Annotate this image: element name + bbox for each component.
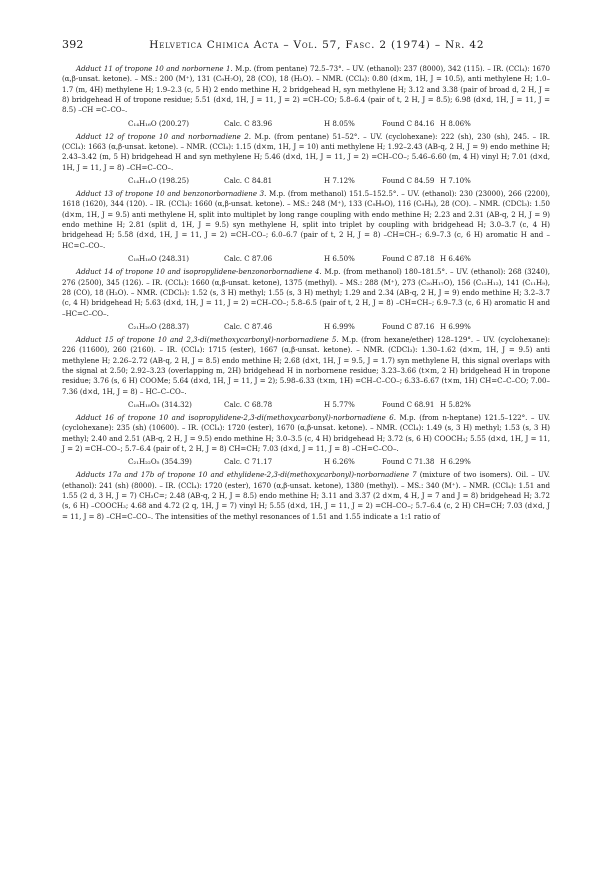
found-hydrogen: H 6.99% xyxy=(440,321,471,331)
calc-carbon: Calc. C 68.78 xyxy=(224,399,273,409)
elemental-analysis xyxy=(62,321,550,333)
compound-heading: Adduct 14 of tropone 10 and isopropylidene-benzonorbornadiene 4. xyxy=(76,267,322,277)
found-hydrogen: H 8.06% xyxy=(440,118,471,128)
molecular-formula: C₁₈H₁₈O₅ (314.32) xyxy=(128,399,192,409)
elemental-analysis xyxy=(62,175,550,187)
compound-data: (mixture of two isomers). Oil. – UV. (ethanol): 241 (sh) (8000). – IR. (CCl₄): 1720 (ester), 1670 (α,β-unsat. ketone), 1380 (methyl). – MS.: 340 (M⁺). – NMR. (CCl₄): 1.51 and 1.55 (2 d, 3 H, J = 7) CH₃C=; 2.48 (AB-q, 2 H, J = 8.5) endo methine H; 3.11 and 3.37 (2 d×m, 4 H, J = 7 and J = 8) bridgehead H; 3.72 (s, 6 H) –COOCH₃; 4.68 and 4.72 (2 q, 1H, J = 7) vinyl H; 5.55 (d×d, 1H, J = 11, J = 2) =CH–CO–; 5.7–6.4 (c, 2 H) CH=CH; 7.03 (d×d, J = 11, J = 8) –CH=C–CO–. The intensities of the methyl resonances of 1.51 and 1.55 indicate a 1:1 ratio of xyxy=(62,470,550,521)
compound-data: M.p. (from methanol) 180–181.5°. – UV. (ethanol): 268 (3240), 276 (2500), 345 (126). – IR. (CCl₄): 1660 (α,β-unsat. ketone), 1375 (methyl). – MS.: 288 (M⁺), 273 (C₂₀H₁₇O), 156 (C₁₂H₁₂), 141 (C₁₁H₉), 28 (CO), 18 (H₂O). – NMR. (CDCl₃): 1.52 (s, 3 H) methyl; 1.55 (s, 3 H) methyl; 1.29 and 2.34 (AB-q, 2 H, J = 9) endo methine H; 3.2–3.7 (c, 4 H) bridgehead H; 5.63 (d×d, 1H, J = 11, J = 2) =CH–CO–; 5.8–6.5 (pair of t, 2 H, J = 8) –CH=CH–; 6.9–7.3 (c, 6 H) aromatic H and –HC=C–CO–. xyxy=(62,267,551,318)
compound-heading: Adduct 13 of tropone 10 and benzonorbornadiene 3. xyxy=(76,189,267,199)
calc-carbon: Calc. C 71.17 xyxy=(224,457,273,467)
calc-hydrogen: H 7.12% xyxy=(324,176,355,186)
compound-data: M.p. (from pentane) 72.5–73°. – UV. (ethanol): 237 (8000), 342 (115). – IR. (CCl₄): 1670 (α,β-unsat. ketone). – MS.: 200 (M⁺), 131 (C₉H₇O), 28 (CO), 18 (H₂O). – NMR. (CCl₄): 0.80 (d×m, 1H, J = 10.5), anti methylene H; 1.0–1.7 (m, 4H) methylene H; 1.9–2.3 (c, 5 H) 2 endo methine H, 2 bridgehead H, syn methylene H; 3.12 and 3.38 (pair of broad d, 2 H, J = 8) bridgehead H of tropone residue; 5.51 (d×d, 1H, J = 11, J = 2) =CH–CO; 5.8–6.4 (pair of t, 2 H, J = 8.5); 6.98 (d×d, 1H, J = 11, J = 8.5) –CH =C–CO–. xyxy=(62,64,550,115)
compound-data: M.p. (from n-heptane) 121.5–122°. – UV. (cyclohexane): 235 (sh) (10600). – IR. (CCl₄): 1720 (ester), 1670 (α,β-unsat. ketone). – NMR. (CCl₄): 1.49 (s, 3 H) methyl; 1.53 (s, 3 H) methyl; 2.40 and 2.51 (AB-q, 2 H, J = 9.5) endo methine H; 3.0–3.5 (c, 4 H) bridgehead H; 3.72 (s, 6 H) COOCH₃; 5.55 (d×d, 1H, J = 11, J = 2) =CH–CO–; 5.7–6.4 (pair of t, 2 H, J = 8) CH=CH; 7.03 (d×d, J = 11, J = 8) –CH=C–CO–. xyxy=(62,412,550,453)
elemental-analysis xyxy=(62,253,550,265)
compound-data: M.p. (from pentane) 51–52°. – UV. (cyclohexane): 222 (sh), 230 (sh), 245. – IR. (CCl₄): 1663 (α,β-unsat. ketone). – NMR. (CCl₄): 1.15 (d×m, 1H, J = 10) anti methylene H; 1.92–2.43 (AB-q, 2 H, J = 9) endo methine H; 2.43–3.42 (m, 5 H) bridgehead H and syn methylene H; 5.46 (d×d, 1H, J = 11, J = 2) =CH–CO–; 5.46–6.60 (m, 4 H) vinyl H; 7.01 (d×d, 1H, J = 11, J = 8) –CH=C–CO–. xyxy=(62,131,550,172)
compound-data: M.p. (from hexane/ether) 128–129°. – UV. (cyclohexane): 226 (11600), 260 (2160). – IR. (CCl₄): 1715 (ester), 1667 (α,β-unsat. ketone). – NMR. (CDCl₃): 1.30–1.62 (d×m, 1H, J = 9.5) anti methylene H; 2.26–2.72 (AB-q, 2 H, J = 8.5) endo methine H; 2.68 (d×t, 1H, J = 9.5, J = 1.7) syn methylene H, this signal overlaps with the signal at 2.50; 2.92–3.23 (overlapping m, 2H) bridgehead H in norbornene residue; 3.23–3.66 (t×m, 2 H) bridgehead H in tropone residue; 3.76 (s, 6 H) COOMe; 5.64 (d×d, 1H, J = 11, J = 2); 5.98–6.33 (t×m, 1H) =CH–C–CO–; 6.33–6.67 (t×m, 1H) CH=C–C–CO; 7.00–7.36 (d×d, 1H, J = 8) – HC–C–CO–. xyxy=(62,334,551,396)
compound-heading: Adduct 11 of tropone 10 and norbornene 1. xyxy=(76,64,233,73)
elemental-analysis xyxy=(62,118,550,130)
molecular-formula: C₁₈H₁₆O (248.31) xyxy=(128,254,190,264)
calc-hydrogen: H 6.50% xyxy=(324,254,355,264)
calc-carbon: Calc. C 83.96 xyxy=(224,118,273,128)
entry-paragraph xyxy=(62,132,550,173)
entry-paragraph xyxy=(62,413,550,454)
calc-carbon: Calc. C 87.46 xyxy=(224,321,273,331)
running-header xyxy=(62,38,550,51)
compound-heading: Adduct 16 of tropone 10 and isopropylidene-2,3-di(methoxycarbonyl)-norbornadiene 6. xyxy=(76,412,396,422)
entry-paragraph xyxy=(62,189,550,251)
compound-heading: Adducts 17a and 17b of tropone 10 and ethylidene-2,3-di(methoxycarbonyl)-norbornadiene 7 xyxy=(76,470,417,480)
molecular-formula: C₁₄H₁₄O (198.25) xyxy=(128,176,190,186)
found-hydrogen: H 7.10% xyxy=(440,176,471,186)
found-carbon: Found C 84.59 xyxy=(382,176,435,186)
found-carbon: Found C 71.38 xyxy=(382,457,435,467)
found-hydrogen: H 6.29% xyxy=(440,457,471,467)
calc-hydrogen: H 8.05% xyxy=(324,118,355,128)
found-carbon: Found C 68.91 xyxy=(382,399,435,409)
entry-paragraph xyxy=(62,64,550,116)
experimental-section xyxy=(62,64,550,522)
adduct-11-entry xyxy=(62,64,550,130)
entry-paragraph xyxy=(62,470,550,522)
compound-heading: Adduct 15 of tropone 10 and 2,3-di(methoxycarbonyl)-norbornadiene 5. xyxy=(76,334,339,344)
adduct-13-entry xyxy=(62,189,550,265)
adduct-12-entry xyxy=(62,132,550,187)
calc-carbon: Calc. C 87.06 xyxy=(224,254,273,264)
calc-hydrogen: H 5.77% xyxy=(324,399,355,409)
entry-paragraph xyxy=(62,267,550,319)
elemental-analysis xyxy=(62,456,550,468)
molecular-formula: C₂₁H₂₀O (288.37) xyxy=(128,321,190,331)
found-carbon: Found C 87.18 xyxy=(382,254,435,264)
compound-data: M.p. (from methanol) 151.5–152.5°. – UV. (ethanol): 230 (23000), 266 (2200), 1618 (1620), 344 (120). – IR. (CCl₄): 1660 (α,β-unsat. ketone). – MS.: 248 (M⁺), 133 (C₉H₉O), 116 (C₉H₈), 28 (CO). – NMR. (CDCl₃): 1.50 (d×m, 1H, J = 9.5) anti methylene H, split into multiplet by long range coupling with endo methine H; 2.23 and 2.31 (AB-q, 2 H, J = 9) endo methine H; 2.81 (split d, 1H, J = 9.5) syn methylene H, split into triplet by coupling with bridgehead H; 3.0–3.7 (c, 4 H) bridgehead H; 5.58 (d×d, 1H, J = 11, J = 2) =CH–CO–; 6.0–6.7 (pair of t, 2 H, J = 8) –CH=CH–; 6.9–7.3 (c, 6 H) aromatic H and –HC=C–CO–. xyxy=(62,189,550,250)
found-hydrogen: H 5.82% xyxy=(440,399,471,409)
found-carbon: Found C 87.16 xyxy=(382,321,435,331)
adduct-14-entry xyxy=(62,267,550,333)
molecular-formula: C₁₄H₁₆O (200.27) xyxy=(128,118,190,128)
adducts-17-entry xyxy=(62,470,550,522)
calc-hydrogen: H 6.26% xyxy=(324,457,355,467)
journal-title: Helvetica Chimica Acta – Vol. 57, Fasc. 2 (1974) – Nr. 42 xyxy=(149,39,485,51)
entry-paragraph xyxy=(62,335,550,397)
calc-carbon: Calc. C 84.81 xyxy=(224,176,273,186)
found-carbon: Found C 84.16 xyxy=(382,118,435,128)
compound-heading: Adduct 12 of tropone 10 and norbornadiene 2. xyxy=(76,131,252,141)
page-number: 392 xyxy=(62,38,84,51)
adduct-15-entry xyxy=(62,335,550,411)
adduct-16-entry xyxy=(62,413,550,468)
found-hydrogen: H 6.46% xyxy=(440,254,471,264)
molecular-formula: C₂₁H₂₂O₅ (354.39) xyxy=(128,457,192,467)
calc-hydrogen: H 6.99% xyxy=(324,321,355,331)
elemental-analysis xyxy=(62,399,550,411)
